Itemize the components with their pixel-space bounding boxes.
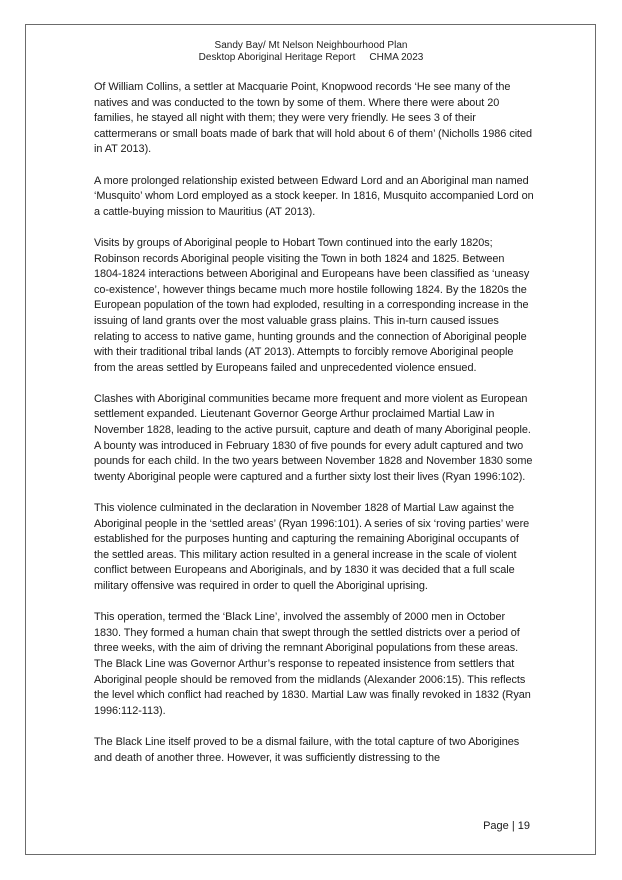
paragraph-hobart-town-visits: Visits by groups of Aboriginal people to Hobart Town continued into the early 1820s; Robinson records Aboriginal people visiting the Town in both 1824 and 1825. Between 1804-1824 interactions between Aboriginal and Europeans have been classified as ‘uneasy co-existence’, however things became much more hostile following 1824. By the 1820s the European population of the town had exploded, resulting in a corresponding increase in the issuing of land grants over the most valuable grass plains. This in-turn caused issues relating to access to native game, hunting grounds and the connection of Aboriginal people with their traditional tribal lands (AT 2013). Attempts to forcibly remove Aboriginal people from the areas settled by Europeans failed and unprecedented violence ensued. (94, 236, 530, 374)
paragraph-clashes: Clashes with Aboriginal communities became more frequent and more violent as European settlement expanded. Lieutenant Governor George Arthur proclaimed Martial Law in November 1828, leading to the active pursuit, capture and death of many Aboriginal people. A bounty was introduced in February 1830 of five pounds for every adult captured and two pounds for each child. In the two years between November 1828 and November 1830 some twenty Aboriginal people were captured and a further sixty lost their lives (Ryan 1996:102). (94, 392, 533, 483)
page-number: Page | 19 (483, 820, 530, 832)
paragraph-martial-law: This violence culminated in the declaration in November 1828 of Martial Law against the Aboriginal people in the ‘settled areas’ (Ryan 1996:101). A series of six ‘roving parties’ were established for the purposes hunting and capturing the remaining Aboriginal occupants of the settled areas. This military action resulted in a general increase in the scale of violent conflict between Europeans and Aboriginals, and by 1830 it was decided that a full scale military offensive was required in order to quell the Aboriginal uprising. (94, 502, 530, 592)
header-plan-title: Sandy Bay/ Mt Nelson Neighbourhood Plan (214, 40, 408, 51)
header-subtitle-line (0, 52, 622, 64)
paragraph-black-line-operation: This operation, termed the ‘Black Line’, involved the assembly of 2000 men in October 1830. They formed a human chain that swept through the settled districts over a period of three weeks, with the aim of driving the remnant Aboriginal populations from these areas. The Black Line was Governor Arthur’s response to repeated insistence from settlers that Aboriginal people should be removed from the midlands (Alexander 2006:15). This reflects the level which conflict had reached by 1830. Martial Law was finally revoked in 1832 (Ryan 1996:112-113). (94, 611, 531, 717)
paragraph-black-line-failure: The Black Line itself proved to be a dismal failure, with the total capture of two Aborigines and death of another three. However, it was sufficiently distressing to the (94, 735, 520, 764)
header-report-title: Desktop Aboriginal Heritage Report (198, 52, 356, 63)
body-text (94, 80, 534, 782)
paragraph-william-collins: Of William Collins, a settler at Macquarie Point, Knopwood records ‘He see many of the natives and was conducted to the town by some of them. Where there were about 20 families, he stayed all night with them; they were very friendly. He sees 3 of their cattermerans or small boats made of bark that will hold about 6 of them’ (Nicholls 1986 cited in AT 2013). (94, 81, 533, 156)
paragraph-edward-lord: A more prolonged relationship existed between Edward Lord and an Aboriginal man named ‘Musquito’ whom Lord employed as a stock keeper. In 1816, Musquito accompanied Lord on a cattle-buying mission to Mauritius (AT 2013). (94, 174, 534, 218)
header-organisation: CHMA 2023 (369, 52, 424, 63)
running-header (0, 40, 622, 64)
